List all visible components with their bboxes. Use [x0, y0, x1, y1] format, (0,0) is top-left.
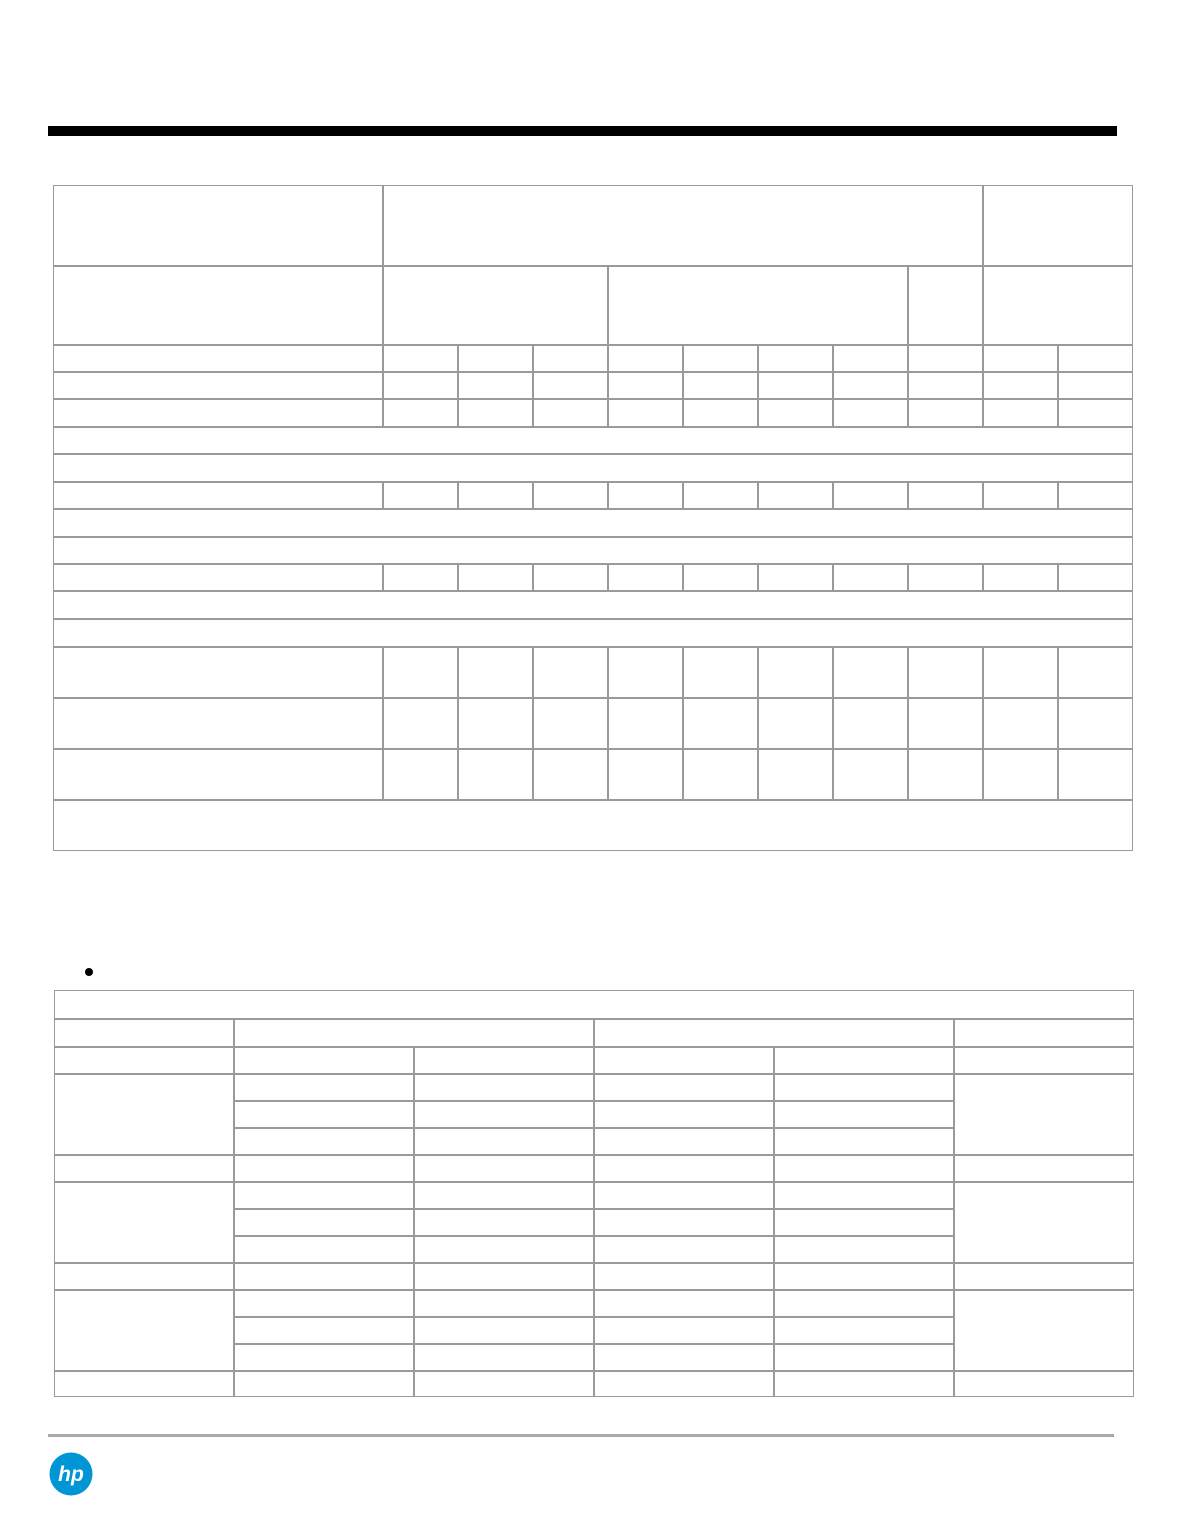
table-cell — [774, 1128, 954, 1155]
hp-logo — [49, 1452, 93, 1496]
table-cell — [458, 647, 533, 698]
table-section-row — [53, 800, 1133, 851]
table-cell — [533, 345, 608, 372]
table-cell — [414, 1182, 594, 1209]
table-cell — [983, 372, 1058, 399]
table-cell — [608, 647, 683, 698]
table-cell — [683, 698, 758, 749]
table-cell — [458, 749, 533, 800]
table-cell — [414, 1074, 594, 1101]
table-cell — [774, 1209, 954, 1236]
table-cell — [458, 345, 533, 372]
table-cell — [908, 399, 983, 427]
table-cell — [983, 345, 1058, 372]
table-cell — [774, 1317, 954, 1344]
table-cell — [594, 1074, 774, 1101]
header-rule — [48, 126, 1117, 136]
table-cell — [234, 1155, 414, 1182]
table-cell — [954, 1074, 1134, 1155]
table-subheader-cell — [954, 1047, 1134, 1074]
table-cell — [383, 647, 458, 698]
table-cell — [758, 372, 833, 399]
table-cell — [608, 345, 683, 372]
table-cell — [383, 698, 458, 749]
table-header-cell — [54, 1019, 234, 1047]
table-cell — [908, 698, 983, 749]
table-cell — [594, 1371, 774, 1397]
table-cell — [608, 698, 683, 749]
table-header-cell — [954, 1019, 1134, 1047]
table-cell — [983, 749, 1058, 800]
table-cell — [234, 1317, 414, 1344]
table-cell — [608, 482, 683, 509]
table-cell — [234, 1236, 414, 1263]
table-cell — [1058, 749, 1133, 800]
table-cell — [383, 482, 458, 509]
table-cell — [594, 1155, 774, 1182]
table-cell — [683, 482, 758, 509]
table-cell — [758, 564, 833, 591]
table-cell — [758, 647, 833, 698]
table-cell — [234, 1371, 414, 1397]
table-row-label — [54, 1263, 234, 1290]
table-cell — [594, 1317, 774, 1344]
table-cell — [954, 1182, 1134, 1263]
table-cell — [458, 564, 533, 591]
table-cell — [774, 1182, 954, 1209]
table-cell — [234, 1263, 414, 1290]
table-section-row — [53, 509, 1133, 537]
table-header-cell — [53, 266, 383, 345]
table-cell — [594, 1209, 774, 1236]
table-cell — [774, 1371, 954, 1397]
table-cell — [1058, 399, 1133, 427]
table-cell — [683, 647, 758, 698]
table-cell — [234, 1074, 414, 1101]
table-cell — [414, 1371, 594, 1397]
table-cell — [458, 698, 533, 749]
table-cell — [833, 482, 908, 509]
table-row-label — [53, 372, 383, 399]
table-cell — [533, 698, 608, 749]
table-cell — [234, 1344, 414, 1371]
table-cell — [594, 1101, 774, 1128]
table-cell — [594, 1263, 774, 1290]
table-section-row — [53, 591, 1133, 619]
table-cell — [833, 647, 908, 698]
table-row-label — [54, 1155, 234, 1182]
table-cell — [954, 1155, 1134, 1182]
table-row-label — [53, 698, 383, 749]
table-cell — [833, 372, 908, 399]
table-cell — [683, 345, 758, 372]
table-cell — [1058, 482, 1133, 509]
table-title-row — [54, 990, 1134, 1019]
table-cell — [758, 698, 833, 749]
table-cell — [533, 482, 608, 509]
table-cell — [608, 372, 683, 399]
table-cell — [234, 1290, 414, 1317]
table-cell — [758, 749, 833, 800]
table-cell — [983, 647, 1058, 698]
table-cell — [908, 372, 983, 399]
table-section-row — [53, 427, 1133, 454]
table-header-cell — [608, 266, 908, 345]
table-header-cell — [983, 185, 1133, 266]
table-cell — [774, 1236, 954, 1263]
table-cell — [414, 1101, 594, 1128]
table-cell — [234, 1128, 414, 1155]
table-subheader-cell — [594, 1047, 774, 1074]
table-cell — [833, 399, 908, 427]
table-row-label — [53, 749, 383, 800]
table-subheader-cell — [54, 1047, 234, 1074]
table-cell — [774, 1101, 954, 1128]
table-cell — [954, 1290, 1134, 1371]
table-cell — [774, 1074, 954, 1101]
table-cell — [594, 1182, 774, 1209]
table-cell — [774, 1155, 954, 1182]
table-cell — [833, 564, 908, 591]
svg-text:hp: hp — [58, 1463, 84, 1486]
table-header-cell — [383, 185, 983, 266]
table-subheader-cell — [414, 1047, 594, 1074]
table-cell — [833, 698, 908, 749]
table-cell — [414, 1344, 594, 1371]
table-cell — [954, 1263, 1134, 1290]
table-header-cell — [594, 1019, 954, 1047]
table-cell — [1058, 647, 1133, 698]
table-cell — [594, 1236, 774, 1263]
table-cell — [983, 399, 1058, 427]
table-cell — [414, 1317, 594, 1344]
table-header-cell — [983, 266, 1133, 345]
table-cell — [683, 372, 758, 399]
table-cell — [533, 372, 608, 399]
table-row-label — [53, 564, 383, 591]
table-cell — [414, 1155, 594, 1182]
table-cell — [908, 749, 983, 800]
table-cell — [758, 482, 833, 509]
table-cell — [774, 1344, 954, 1371]
table-cell — [983, 698, 1058, 749]
table-cell — [833, 749, 908, 800]
table-cell — [608, 399, 683, 427]
table-header-cell — [53, 185, 383, 266]
table-cell — [458, 482, 533, 509]
table-cell — [983, 482, 1058, 509]
table-row-label — [53, 647, 383, 698]
table-cell — [383, 372, 458, 399]
bullet-icon — [85, 968, 93, 976]
table-cell — [533, 399, 608, 427]
table-cell — [758, 399, 833, 427]
table-cell — [383, 749, 458, 800]
table-section-row — [53, 619, 1133, 647]
table-header-cell — [908, 266, 983, 345]
table-row-label — [54, 1182, 234, 1263]
table-cell — [908, 564, 983, 591]
table-header-cell — [234, 1019, 594, 1047]
table-cell — [383, 564, 458, 591]
table-cell — [234, 1209, 414, 1236]
table-cell — [983, 564, 1058, 591]
table-section-row — [53, 454, 1133, 482]
table-cell — [1058, 564, 1133, 591]
table-cell — [458, 399, 533, 427]
table-cell — [594, 1290, 774, 1317]
table-cell — [774, 1290, 954, 1317]
table-cell — [608, 749, 683, 800]
table-cell — [594, 1344, 774, 1371]
table-cell — [414, 1236, 594, 1263]
table-cell — [908, 647, 983, 698]
table-cell — [683, 399, 758, 427]
table-cell — [594, 1128, 774, 1155]
table-subheader-cell — [234, 1047, 414, 1074]
table-cell — [234, 1101, 414, 1128]
table-cell — [533, 647, 608, 698]
table-cell — [414, 1128, 594, 1155]
table-header-cell — [383, 266, 608, 345]
table-row-label — [53, 345, 383, 372]
table-row-label — [54, 1290, 234, 1371]
table-cell — [908, 482, 983, 509]
table-cell — [758, 345, 833, 372]
table-row-label — [53, 482, 383, 509]
table-cell — [1058, 698, 1133, 749]
table-cell — [458, 372, 533, 399]
table-cell — [414, 1290, 594, 1317]
table-subheader-cell — [774, 1047, 954, 1074]
table-cell — [234, 1182, 414, 1209]
table-row-label — [53, 399, 383, 427]
table-cell — [533, 749, 608, 800]
table-cell — [954, 1371, 1134, 1397]
table-cell — [1058, 372, 1133, 399]
table-cell — [683, 564, 758, 591]
table-row-label — [54, 1371, 234, 1397]
table-cell — [908, 345, 983, 372]
footer-rule — [48, 1434, 1114, 1437]
table-cell — [383, 345, 458, 372]
table-cell — [608, 564, 683, 591]
table-cell — [833, 345, 908, 372]
table-section-row — [53, 537, 1133, 564]
table-cell — [1058, 345, 1133, 372]
table-cell — [774, 1263, 954, 1290]
table-row-label — [54, 1074, 234, 1155]
table-cell — [414, 1263, 594, 1290]
table-cell — [383, 399, 458, 427]
table-cell — [533, 564, 608, 591]
table-cell — [683, 749, 758, 800]
table-cell — [414, 1209, 594, 1236]
